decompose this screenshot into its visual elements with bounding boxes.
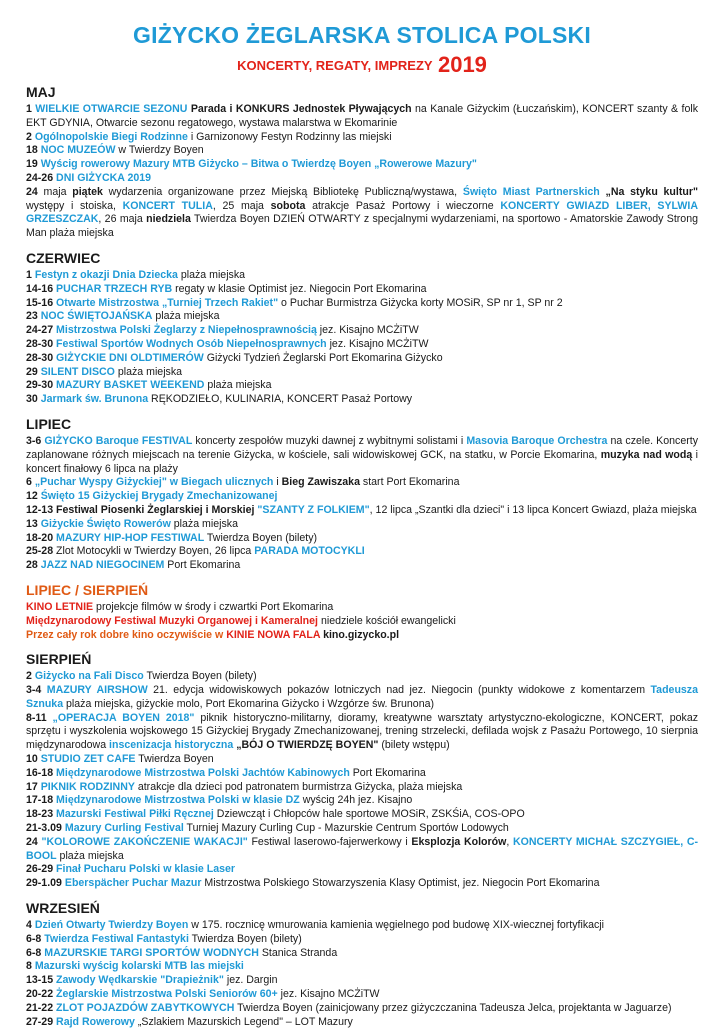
event-entry — [26, 877, 698, 891]
event-entry — [26, 822, 698, 836]
entry-text: Turniej Mazury Curling Cup - Mazurskie Centrum Sportów Lodowych — [183, 822, 509, 835]
event-entry — [26, 767, 698, 781]
entry-text: w 175. rocznicę wmurowania kamienia węgielnego pod budowę XIX-wiecznej fortyfikacji — [188, 919, 605, 932]
entry-text: Jarmark św. Brunona — [40, 393, 149, 406]
entry-text: Giżycki Tydzień Żeglarski Port Ekomarina Giżycko — [203, 351, 443, 364]
event-entry — [26, 1016, 698, 1029]
entry-text: 25-28 — [26, 545, 54, 558]
entry-text: wyścig 24h jez. Kisajno — [299, 794, 413, 807]
event-entry — [26, 310, 698, 324]
entry-text: Port Ekomarina — [349, 766, 426, 779]
entry-text: 8-11 — [26, 711, 53, 724]
entry-text: Rajd Rowerowy — [56, 1015, 135, 1028]
entry-text: PUCHAR TRZECH RYB — [56, 282, 173, 295]
entry-text: i Garnizonowy Festyn Rodzinny las miejski — [187, 130, 392, 143]
section-lipiec-sierpień — [26, 582, 698, 642]
event-entry — [26, 615, 698, 629]
event-entry — [26, 476, 698, 490]
entry-text: 3-6 — [26, 434, 45, 447]
entry-text: plaża miejska — [170, 517, 238, 530]
entry-text: 28-30 — [26, 351, 57, 364]
entry-text: KONCERT TULIA — [122, 199, 213, 212]
entry-text: MAZURY BASKET WEEKEND — [56, 379, 205, 392]
entry-text: 12-13 Festiwal Piosenki Żeglarskiej i Morskiej — [26, 503, 258, 516]
entry-text: „BÓJ O TWIERDZĘ BOYEN" — [233, 739, 379, 752]
entry-text: Giżycko na Fali Disco — [34, 670, 144, 683]
subtitle-text: KONCERTY, REGATY, IMPREZY — [237, 58, 433, 73]
entry-text: KINIE NOWA FALA — [226, 628, 321, 641]
section-sierpień — [26, 651, 698, 891]
entry-text: 24-26 — [26, 171, 57, 184]
entry-text: niedziele kościół ewangelicki — [318, 614, 456, 627]
entry-text: Bieg Zawiszaka — [281, 476, 360, 489]
event-entry — [26, 988, 698, 1002]
entry-text: „Puchar Wyspy Giżyckiej" w Biegach ulicznych — [34, 476, 274, 489]
event-entry — [26, 158, 698, 172]
entry-text: Mistrzostwa Polski Żeglarzy z Niepełnosprawnością — [56, 324, 317, 337]
entry-text: „OPERACJA BOYEN 2018" — [52, 711, 195, 724]
entry-text: 1 — [26, 103, 36, 115]
entry-text: Wyścig rowerowy Mazury MTB Giżycko – Bitwa o Twierdzę Boyen „Rowerowe Mazury" — [40, 158, 477, 171]
event-entry — [26, 808, 698, 822]
entry-text: Mazurski wyścig kolarski MTB las miejski — [34, 960, 244, 973]
event-entry — [26, 933, 698, 947]
entry-text: GIŻYCKIE DNI OLDTIMERÓW — [56, 351, 204, 364]
entry-text: plaża miejska — [56, 849, 124, 862]
entry-text: Twierdza Boyen — [135, 753, 214, 766]
entry-text: 13 — [26, 517, 41, 530]
event-entry — [26, 684, 698, 712]
entry-text: 6 — [26, 476, 35, 489]
event-entry — [26, 297, 698, 311]
section-heading: WRZESIEŃ — [26, 900, 100, 917]
entry-text: STUDIO ZET CAFE — [40, 753, 136, 766]
entry-text: i koncert finałowy 6 lipca na plaży — [26, 448, 698, 475]
entry-text: KINO LETNIE — [26, 600, 94, 613]
entry-text: jez. Kisajno MCŻiTW — [277, 988, 380, 1001]
entry-text: sobota — [270, 199, 306, 212]
entry-text: na czele. Koncerty zaplanowane różnych miejscach na terenie Giżycka, w kościele, sali widowiskowej GCK, na statku, w Porcie Ekomarina, — [26, 434, 698, 461]
event-entry — [26, 324, 698, 338]
entry-text: 14-16 — [26, 282, 57, 295]
events-content — [26, 84, 698, 1029]
event-entry — [26, 947, 698, 961]
section-wrzesień — [26, 900, 698, 1029]
event-entry — [26, 379, 698, 393]
entry-text: Festiwal Sportów Wodnych Osób Niepełnosprawnych — [56, 337, 327, 350]
entry-text: , 26 maja — [98, 213, 147, 226]
entry-text: plaża miejska — [114, 365, 183, 378]
section-heading: SIERPIEŃ — [26, 651, 92, 668]
entry-text: 17-18 — [26, 794, 57, 807]
entry-text: 29-1.09 — [26, 877, 65, 890]
event-entry — [26, 836, 698, 864]
entry-text: 30 — [26, 393, 41, 406]
entry-text: MAZURSKIE TARGI SPORTÓW WODNYCH — [44, 946, 259, 959]
event-entry — [26, 960, 698, 974]
entry-text: DNI GIŻYCKA 2019 — [56, 171, 152, 184]
event-entry — [26, 144, 698, 158]
section-heading: MAJ — [26, 84, 56, 100]
event-entry — [26, 532, 698, 546]
event-entry — [26, 338, 698, 352]
subtitle-year: 2019 — [437, 52, 487, 77]
section-heading: LIPIEC — [26, 415, 72, 432]
entry-text: MAZURY HIP-HOP FESTIWAL — [56, 531, 205, 544]
entry-text: PARADA MOTOCYKLI — [254, 545, 365, 558]
entry-text: 4 — [26, 919, 35, 932]
entry-text: Twierdza Boyen (bilety) — [143, 670, 257, 683]
entry-text: o Puchar Burmistrza Giżycka korty MOSiR, SP nr 1, SP nr 2 — [278, 296, 563, 309]
entry-text: , 25 maja — [212, 199, 271, 212]
entry-text: i — [273, 476, 282, 489]
entry-text: Otwarte Mistrzostwa „Turniej Trzech Rakiet" — [56, 296, 279, 309]
entry-text: regaty w klasie Optimist jez. Niegocin Port Ekomarina — [172, 282, 427, 295]
entry-text: plaża miejska, giżyckie molo, Port Ekomarina Giżycko i Wzgórze św. Brunona) — [63, 697, 435, 710]
entry-text: Święto 15 Giżyckiej Brygady Zmechanizowanej — [40, 490, 278, 503]
entry-text: 28 — [26, 559, 41, 572]
entry-text: 26-29 — [26, 863, 57, 876]
event-entry — [26, 504, 698, 518]
event-entry — [26, 518, 698, 532]
entry-text: 24 — [26, 185, 38, 198]
event-entry — [26, 172, 698, 186]
event-entry — [26, 601, 698, 615]
section-heading: CZERWIEC — [26, 249, 101, 266]
entry-text: Twierdza Boyen (zainicjowany przez giżyczczanina Tadeusza Jelca, projektanta w Jaguarze) — [234, 1001, 672, 1014]
event-entry — [26, 283, 698, 297]
entry-text: atrakcje Pasaż Portowy i wieczorne — [305, 199, 501, 212]
entry-text: 21-3.09 — [26, 822, 65, 835]
entry-text: 23 — [26, 310, 41, 323]
entry-text: Eberspächer Puchar Mazur — [64, 877, 202, 890]
event-entry — [26, 794, 698, 808]
event-entry — [26, 435, 698, 476]
entry-text: ZLOT POJAZDÓW ZABYTKOWYCH — [56, 1001, 235, 1014]
entry-text: GIŻYCKO Baroque FESTIVAL — [44, 434, 193, 447]
entry-text: jez. Dargin — [223, 974, 278, 987]
entry-text: kino.gizycko.pl — [320, 628, 400, 641]
entry-text: 21-22 — [26, 1001, 57, 1014]
entry-text: inscenizacja historyczna — [109, 739, 234, 752]
event-entry — [26, 712, 698, 753]
entry-text: Twierdza Boyen (bilety) — [188, 932, 302, 945]
entry-text: 24 — [26, 835, 42, 848]
entry-text: RĘKODZIEŁO, KULINARIA, KONCERT Pasaż Portowy — [148, 393, 413, 406]
entry-text: 13-15 — [26, 974, 57, 987]
entry-text: JAZZ NAD NIEGOCINEM — [40, 559, 165, 572]
entry-text: Międzynarodowe Mistrzostwa Polski w klasie DZ — [56, 794, 300, 807]
entry-text: 27-29 — [26, 1015, 57, 1028]
entry-text: NOC MUZEÓW — [40, 144, 116, 157]
event-entry — [26, 559, 698, 573]
event-entry — [26, 103, 698, 131]
page-title: GIŻYCKO ŻEGLARSKA STOLICA POLSKI — [133, 22, 591, 48]
entry-text: koncerty zespołów muzyki dawnej z wybitnymi solistami i — [192, 434, 467, 447]
entry-text: , 12 lipca „Szantki dla dzieci" i 13 lipca Koncert Gwiazd, plaża miejska — [369, 503, 697, 516]
event-entry — [26, 393, 698, 407]
entry-text: "KOLOROWE ZAKOŃCZENIE WAKACJI" — [41, 835, 248, 848]
event-entry — [26, 490, 698, 504]
entry-text: Mazurski Festiwal Piłki Ręcznej — [56, 808, 214, 821]
entry-text: Mazury Curling Festival — [64, 822, 184, 835]
entry-text: 24-27 — [26, 324, 57, 337]
event-entry — [26, 753, 698, 767]
entry-text: Twierdza Festiwal Fantastyki — [44, 932, 189, 945]
entry-text: 18 — [26, 144, 41, 157]
entry-text: Twierdza Boyen DZIEŃ OTWARTY z specjalnymi wydarzeniami, na sportowo - Amatorskie Zawody Strong Man plaża miejska — [26, 213, 698, 240]
entry-text: Ogólnopolskie Biegi Rodzinne — [34, 130, 188, 143]
event-entry — [26, 974, 698, 988]
entry-text: piknik historyczno-militarny, dioramy, kreatywne warsztaty artystyczno-ekologiczne, KONCERT, pokaz sprzętu i wyszkolenia wojskowego 15 Giżyckiej Brygady Zmechanizowanej, trening strzelecki, defilada wojsk z Pasażu Portowego, 10 sierpnia międzynarodowa — [26, 711, 699, 752]
entry-text: Międzynarodowe Mistrzostwa Polski Jachtów Kabinowych — [56, 766, 350, 779]
entry-text: (bilety wstępu) — [378, 739, 450, 752]
entry-text: 16-18 — [26, 766, 57, 779]
entry-text: Święto Miast Partnerskich — [462, 185, 600, 198]
entry-text: Eksplozja Kolorów — [411, 835, 507, 848]
section-lipiec — [26, 416, 698, 573]
entry-text: Przez cały rok dobre kino oczywiście w — [26, 628, 227, 641]
entry-text: „Szlakiem Mazurskich Legend" – LOT Mazury — [134, 1015, 353, 1028]
entry-text: start Port Ekomarina — [359, 476, 460, 489]
entry-text: plaża miejska — [177, 268, 246, 281]
event-entry — [26, 781, 698, 795]
entry-text: Masovia Baroque Orchestra — [466, 434, 608, 447]
entry-text: Stanica Stranda — [258, 946, 338, 959]
entry-text: plaża miejska — [152, 310, 220, 323]
entry-text: Festiwal laserowo-fajerwerkowy i — [247, 835, 412, 848]
entry-text: 1 — [26, 268, 35, 281]
entry-text: Finał Pucharu Polski w klasie Laser — [56, 863, 236, 876]
section-czerwiec — [26, 250, 698, 407]
section-maj — [26, 84, 698, 241]
entry-text: 29-30 — [26, 379, 57, 392]
entry-text: muzyka nad wodą — [600, 448, 693, 461]
entry-text: w Twierdzy Boyen — [115, 144, 204, 157]
entry-text: Zawody Wędkarskie "Drapieżnik" — [56, 974, 224, 987]
entry-text: maja — [37, 185, 73, 198]
entry-text: 19 — [26, 158, 41, 171]
event-entry — [26, 352, 698, 366]
entry-text: KONCERTY GWIAZD LIBER, SYLWIA GRZESZCZAK — [26, 199, 698, 226]
entry-text: 6-8 — [26, 946, 45, 959]
entry-text: , — [506, 835, 513, 848]
entry-text: WIELKIE OTWARCIE SEZONU — [35, 103, 188, 115]
event-entry — [26, 545, 698, 559]
entry-text: PIKNIK RODZINNY — [40, 780, 135, 793]
entry-text: KONCERTY MICHAŁ SZCZYGIEŁ, C-BOOL — [26, 835, 699, 862]
entry-text: 17 — [26, 780, 41, 793]
entry-text: występy i stoiska, — [26, 199, 123, 212]
entry-text: jez. Kisajno MCŻiTW — [326, 337, 429, 350]
entry-text: 6-8 — [26, 932, 45, 945]
entry-text: 21. edycja widowiskowych pokazów lotniczych nad jez. Niegocin (punkty widokowe z komentarzem — [147, 684, 651, 697]
entry-text: 18-20 — [26, 531, 57, 544]
entry-text: Port Ekomarina — [164, 559, 241, 572]
entry-text: 20-22 — [26, 988, 57, 1001]
event-entry — [26, 131, 698, 145]
entry-text: Mistrzostwa Polskiego Stowarzyszenia Klasy Optimist, jez. Niegocin Port Ekomarina — [201, 877, 600, 890]
entry-text: 29 — [26, 365, 41, 378]
entry-text: Parada i KONKURS Jednostek Pływających — [187, 103, 412, 115]
entry-text: Tadeusza Sznuka — [26, 684, 698, 710]
event-entry — [26, 629, 698, 643]
page-subtitle — [0, 52, 724, 78]
entry-text: Dzień Otwarty Twierdzy Boyen — [34, 919, 189, 932]
event-entry — [26, 186, 698, 241]
entry-text: 10 — [26, 753, 41, 766]
entry-text: Żeglarskie Mistrzostwa Polski Seniorów 60+ — [56, 988, 278, 1001]
entry-text: atrakcje dla dzieci pod patronatem burmistrza Giżycka, plaża miejska — [134, 780, 463, 793]
entry-text: wydarzenia organizowane przez Miejską Bibliotekę Publiczną/wystawa, — [102, 185, 463, 198]
event-entry — [26, 366, 698, 380]
event-entry — [26, 670, 698, 684]
entry-text: NOC ŚWIĘTOJAŃSKA — [40, 310, 153, 323]
entry-text: Twierdza Boyen (bilety) — [204, 531, 318, 544]
entry-text: 3-4 — [26, 684, 47, 697]
entry-text: 2 — [26, 670, 35, 683]
entry-text: 15-16 — [26, 296, 57, 309]
entry-text: jez. Kisajno MCŻiTW — [316, 324, 419, 337]
entry-text: na Kanale Giżyckim (Łuczańskim), KONCERT szanty & folk EKT GDYNIA, Otwarcie sezonu regatowego, wystawa malarstwa w Ekomarinie — [26, 103, 698, 129]
event-entry — [26, 863, 698, 877]
section-heading: LIPIEC / SIERPIEŃ — [26, 581, 149, 598]
entry-text: niedziela — [146, 213, 191, 226]
entry-text: 8 — [26, 960, 35, 973]
entry-text: Giżyckie Święto Rowerów — [40, 517, 171, 530]
entry-text: Festyn z okazji Dnia Dziecka — [34, 268, 178, 281]
event-entry — [26, 919, 698, 933]
entry-text: piątek — [72, 185, 103, 198]
entry-text: Dziewcząt i Chłopców hale sportowe MOSiR, ZSKŚiA, COS-OPO — [213, 808, 525, 821]
entry-text: Międzynarodowy Festiwal Muzyki Organowej i Kameralnej — [26, 614, 318, 627]
entry-text: 18-23 — [26, 808, 57, 821]
entry-text: 12 — [26, 490, 41, 503]
entry-text: 2 — [26, 130, 35, 143]
entry-text: 28-30 — [26, 337, 57, 350]
entry-text: Zlot Motocykli w Twierdzy Boyen, 26 lipca — [53, 545, 255, 558]
entry-text: SILENT DISCO — [40, 365, 115, 378]
entry-text: projekcje filmów w środy i czwartki Port Ekomarina — [93, 600, 334, 613]
entry-text: MAZURY AIRSHOW — [46, 684, 148, 697]
entry-text: „Na styku kultur" — [599, 185, 698, 198]
event-entry — [26, 1002, 698, 1016]
entry-text: plaża miejska — [204, 379, 272, 392]
entry-text: "SZANTY Z FOLKIEM" — [257, 503, 370, 516]
event-entry — [26, 269, 698, 283]
